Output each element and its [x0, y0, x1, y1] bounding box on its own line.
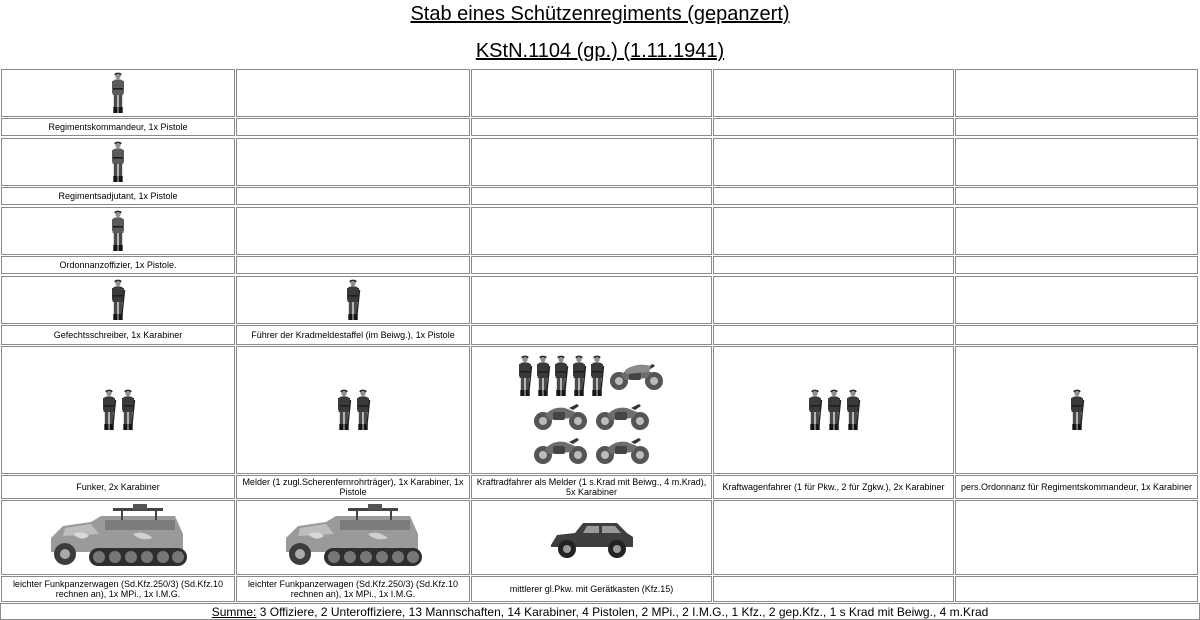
caption-cell: Führer der Kradmeldestaffel (im Beiwg.), 1x Pistole — [236, 325, 470, 345]
image-cell — [955, 500, 1198, 575]
figure-group — [345, 278, 361, 322]
caption-cell: mittlerer gl.Pkw. mit Gerätkasten (Kfz.15) — [471, 576, 712, 602]
figure-group — [336, 388, 371, 432]
image-cell — [236, 207, 470, 255]
soldier-figure-icon — [535, 354, 551, 398]
image-cell — [713, 500, 954, 575]
soldier-figure-icon — [336, 388, 352, 432]
caption-cell: Kraftradfahrer als Melder (1 s.Krad mit Beiwg., 4 m.Krad), 5x Karabiner — [471, 475, 712, 499]
figure-group — [110, 278, 126, 322]
soldier-figure-icon — [355, 388, 371, 432]
soldier-figure-icon — [517, 354, 533, 398]
caption-cell — [713, 256, 954, 274]
caption-cell: Gefechtsschreiber, 1x Karabiner — [1, 325, 235, 345]
caption-cell — [713, 576, 954, 602]
soldier-figure-icon — [110, 278, 126, 322]
caption-cell — [236, 256, 470, 274]
figure-group — [110, 209, 126, 253]
caption-cell — [713, 187, 954, 205]
soldier-figure-icon — [807, 388, 823, 432]
image-cell — [471, 346, 712, 474]
caption-cell — [713, 118, 954, 136]
caption-cell: Melder (1 zugl.Scherenfernrohrträger), 1x Karabiner, 1x Pistole — [236, 475, 470, 499]
image-cell — [236, 138, 470, 186]
caption-cell — [713, 325, 954, 345]
figure-group — [547, 515, 637, 561]
image-cell — [713, 69, 954, 117]
soldier-figure-icon — [345, 278, 361, 322]
caption-cell: pers.Ordonnanz für Regimentskommandeur, 1x Karabiner — [955, 475, 1198, 499]
officer-figure-icon — [110, 209, 126, 253]
caption-cell — [955, 187, 1198, 205]
image-cell — [1, 207, 235, 255]
document-title: Stab eines Schützenregiments (gepanzert) — [410, 3, 790, 25]
summary-text: 3 Offiziere, 2 Unteroffiziere, 13 Mannschaften, 14 Karabiner, 4 Pistolen, 2 MPi., 2 I.M.G., 1 Kfz., 2 gep.Kfz., 1 s Krad mit Beiwg., 4 m.Krad — [256, 605, 989, 619]
caption-cell: Regimentskommandeur, 1x Pistole — [1, 118, 235, 136]
soldier-figure-icon — [571, 354, 587, 398]
halftrack-radio-vehicle-icon — [43, 504, 193, 572]
document-subtitle: KStN.1104 (gp.) (1.11.1941) — [475, 40, 725, 62]
image-cell — [236, 500, 470, 575]
staff-car-icon — [547, 515, 637, 561]
image-cell — [471, 138, 712, 186]
image-cell — [1, 69, 235, 117]
caption-cell: leichter Funkpanzerwagen (Sd.Kfz.250/3) (Sd.Kfz.10 rechnen an), 1x MPi., 1x I.M.G. — [1, 576, 235, 602]
caption-cell — [471, 256, 712, 274]
figure-group — [1069, 388, 1085, 432]
caption-cell: leichter Funkpanzerwagen (Sd.Kfz.250/3) (Sd.Kfz.10 rechnen an), 1x MPi., 1x I.M.G. — [236, 576, 470, 602]
caption-cell: Ordonnanzoffizier, 1x Pistole. — [1, 256, 235, 274]
halftrack-radio-vehicle-icon — [278, 504, 428, 572]
caption-cell — [955, 118, 1198, 136]
motorcycle-icon — [593, 434, 653, 466]
image-cell — [236, 346, 470, 474]
officer-figure-icon — [110, 71, 126, 115]
image-cell — [713, 276, 954, 324]
image-cell — [471, 207, 712, 255]
image-cell — [713, 346, 954, 474]
soldier-figure-icon — [120, 388, 136, 432]
image-cell — [471, 500, 712, 575]
caption-cell — [471, 187, 712, 205]
caption-cell: Regimentsadjutant, 1x Pistole — [1, 187, 235, 205]
figure-group — [110, 140, 126, 184]
image-cell — [236, 276, 470, 324]
soldier-figure-icon — [553, 354, 569, 398]
image-cell — [955, 346, 1198, 474]
image-cell — [1, 500, 235, 575]
image-cell — [1, 276, 235, 324]
image-cell — [713, 207, 954, 255]
image-cell — [955, 69, 1198, 117]
caption-cell: Funker, 2x Karabiner — [1, 475, 235, 499]
soldier-figure-icon — [101, 388, 117, 432]
motorcycle-icon — [531, 434, 591, 466]
image-cell — [955, 276, 1198, 324]
image-cell — [955, 207, 1198, 255]
image-cell — [1, 138, 235, 186]
caption-cell — [955, 576, 1198, 602]
image-cell — [236, 69, 470, 117]
soldier-figure-icon — [1069, 388, 1085, 432]
figure-group — [101, 388, 136, 432]
image-cell — [471, 276, 712, 324]
caption-cell — [955, 256, 1198, 274]
figure-group — [278, 504, 428, 572]
caption-cell: Kraftwagenfahrer (1 für Pkw., 2 für Zgkw.), 2x Karabiner — [713, 475, 954, 499]
caption-cell — [471, 325, 712, 345]
motorcycle-icon — [593, 400, 653, 432]
figure-group — [43, 504, 193, 572]
motorcycle-icon — [531, 400, 591, 432]
figure-group — [110, 71, 126, 115]
caption-cell — [955, 325, 1198, 345]
officer-figure-icon — [110, 140, 126, 184]
figure-group — [502, 354, 682, 466]
image-cell — [713, 138, 954, 186]
summary-label: Summe: — [211, 605, 257, 619]
image-cell — [471, 69, 712, 117]
summary-row — [0, 603, 1200, 620]
motorcycle-sidecar-icon — [607, 360, 667, 392]
soldier-figure-icon — [845, 388, 861, 432]
soldier-figure-icon — [589, 354, 605, 398]
image-cell — [1, 346, 235, 474]
image-cell — [955, 138, 1198, 186]
caption-cell — [236, 118, 470, 136]
soldier-figure-icon — [826, 388, 842, 432]
caption-cell — [471, 118, 712, 136]
figure-group — [807, 388, 861, 432]
caption-cell — [236, 187, 470, 205]
